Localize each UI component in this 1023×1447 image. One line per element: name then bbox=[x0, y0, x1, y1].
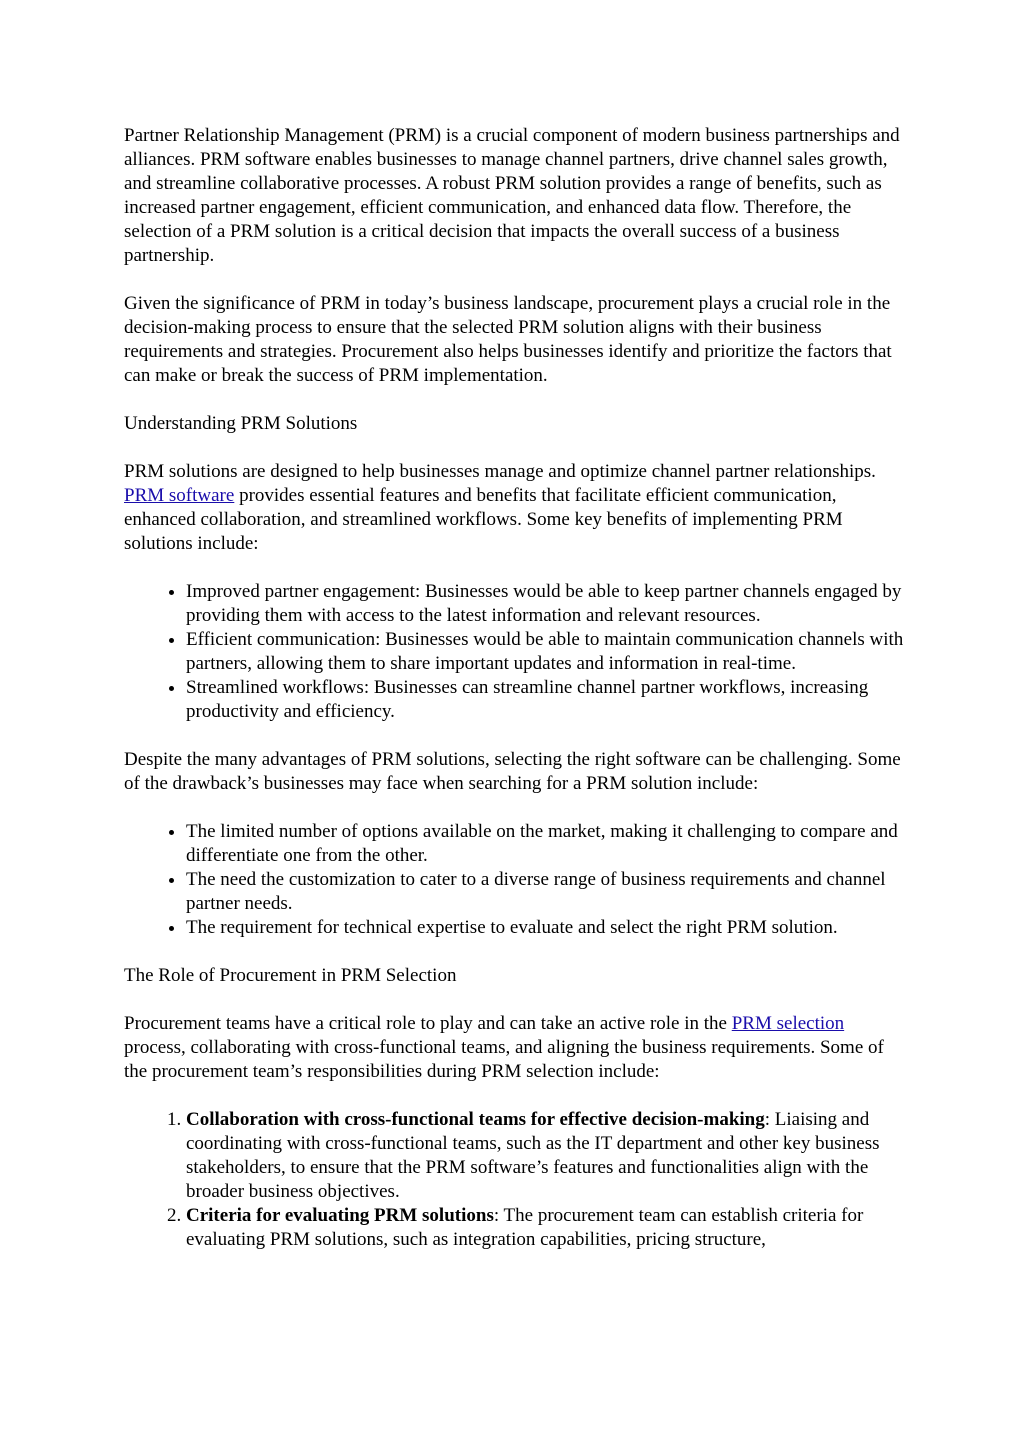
list-item bbox=[186, 1204, 904, 1252]
list-item-title: Criteria for evaluating PRM solutions bbox=[186, 1205, 494, 1226]
section2-paragraph bbox=[124, 1012, 904, 1084]
section1-text-before-link: PRM solutions are designed to help businesses manage and optimize channel partner relationships. bbox=[124, 461, 876, 482]
responsibilities-list bbox=[124, 1108, 904, 1252]
section-heading-role-of-procurement: The Role of Procurement in PRM Selection bbox=[124, 965, 457, 986]
section1-text-after-link: provides essential features and benefits that facilitate efficient communication, enhanced collaboration, and streamlined workflows. Some key benefits of implementing PRM solutions include: bbox=[124, 485, 843, 554]
list-item: • Streamlined workflows: Businesses can streamline channel partner workflows, increasing productivity and efficiency. bbox=[186, 676, 904, 724]
section2-text-after-link: process, collaborating with cross-functional teams, and aligning the business requirements. Some of the procurement team’s responsibilities during PRM selection include: bbox=[124, 1037, 884, 1082]
list-item: • The requirement for technical expertise to evaluate and select the right PRM solution. bbox=[186, 916, 904, 940]
section-heading-understanding-prm: Understanding PRM Solutions bbox=[124, 413, 358, 434]
list-item: • Efficient communication: Businesses would be able to maintain communication channels with partners, allowing them to share important updates and information in real-time. bbox=[186, 628, 904, 676]
prm-selection-link[interactable]: PRM selection bbox=[731, 1013, 845, 1034]
intro-paragraph-1: Partner Relationship Management (PRM) is a crucial component of modern business partnerships and alliances. PRM software enables businesses to manage channel partners, drive channel sales growth, and streamline collaborative processes. A robust PRM solution provides a range of benefits, such as increased partner engagement, efficient communication, and enhanced data flow. Therefore, the selection of a PRM solution is a critical decision that impacts the overall success of a business partnership. bbox=[124, 125, 900, 266]
list-item: • The limited number of options available on the market, making it challenging to compare and differentiate one from the other. bbox=[186, 820, 904, 868]
section2-text-before-link: Procurement teams have a critical role to play and can take an active role in the bbox=[124, 1013, 732, 1034]
drawbacks-list bbox=[124, 820, 904, 940]
list-item-title: Collaboration with cross-functional teams for effective decision-making bbox=[186, 1109, 765, 1130]
section1-paragraph bbox=[124, 460, 904, 556]
prm-software-link[interactable]: PRM software bbox=[124, 485, 235, 506]
list-item-text: : Liaising and coordinating with cross-functional teams, such as the IT department and other key business stakeholders, to ensure that the PRM software’s features and functionalities align with the broader business objectives. bbox=[186, 1109, 880, 1202]
list-item: • Improved partner engagement: Businesses would be able to keep partner channels engaged by providing them with access to the latest information and relevant resources. bbox=[186, 580, 904, 628]
benefits-list bbox=[124, 580, 904, 724]
intro-paragraph-2: Given the significance of PRM in today’s business landscape, procurement plays a crucial role in the decision-making process to ensure that the selected PRM solution aligns with their business requirements and strategies. Procurement also helps businesses identify and prioritize the factors that can make or break the success of PRM implementation. bbox=[124, 293, 892, 386]
document-page bbox=[124, 124, 904, 1276]
list-item-text: : The procurement team can establish criteria for evaluating PRM solutions, such as integration capabilities, pricing structure, bbox=[186, 1205, 864, 1250]
list-item bbox=[186, 1108, 904, 1204]
list-item: • The need the customization to cater to a diverse range of business requirements and channel partner needs. bbox=[186, 868, 904, 916]
drawbacks-paragraph: Despite the many advantages of PRM solutions, selecting the right software can be challenging. Some of the drawback’s businesses may face when searching for a PRM solution include: bbox=[124, 749, 901, 794]
